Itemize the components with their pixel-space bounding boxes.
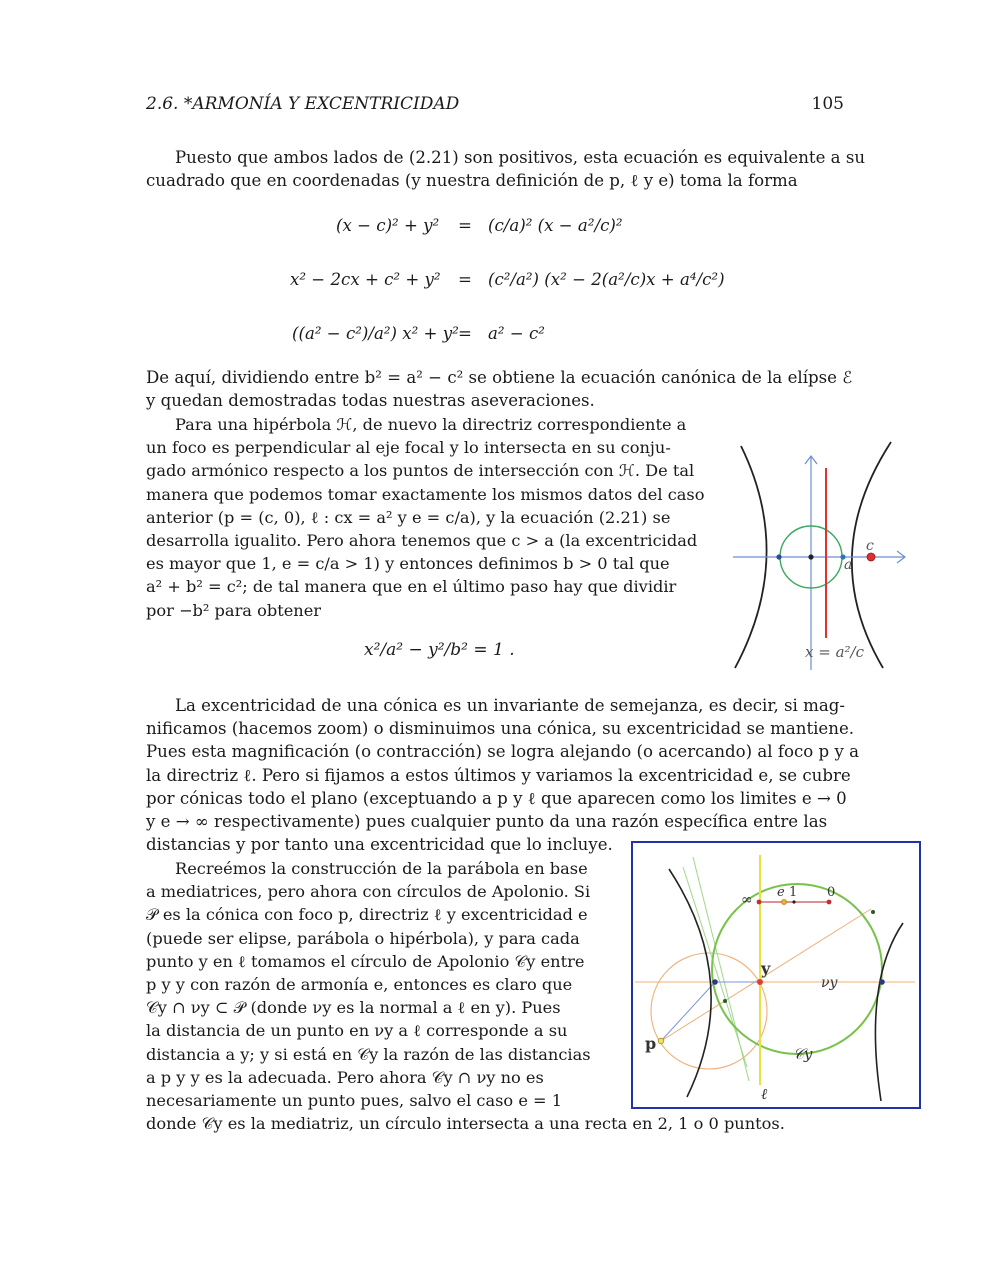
para5-line-8: la distancia de un punto en νy a ℓ corresponde a su xyxy=(146,1021,568,1041)
label-l: ℓ xyxy=(761,1085,768,1103)
para5-line-4: (puede ser elipse, parábola o hipérbola), y para cada xyxy=(146,928,580,948)
para3-line-2: un foco es perpendicular al eje focal y lo intersecta en su conju- xyxy=(146,438,671,458)
para3-line-9: por −b² para obtener xyxy=(146,600,322,620)
para2-line-1: De aquí, dividiendo entre b² = a² − c² se obtiene la ecuación canónica de la elípse ℰ xyxy=(146,368,853,387)
para1-line-2: cuadrado que en coordenadas (y nuestra definición de p, ℓ y e) toma la forma xyxy=(146,171,798,191)
para3-line-4: manera que podemos tomar exactamente los mismos datos del caso xyxy=(146,484,705,504)
vertex-left-point xyxy=(776,554,781,559)
paragraph-2 xyxy=(146,366,853,412)
small-point-2 xyxy=(871,910,875,914)
eq-row3-left: ((a² − c²)/a²) x² + y² xyxy=(292,324,459,343)
para5-line-9: distancia a y; y si está en 𝒞y la razón de las distancias xyxy=(146,1044,591,1064)
label-y: y xyxy=(761,959,771,978)
para4-line-4: la directriz ℓ. Pero si fijamos a estos últimos y variamos la excentricidad e, se cubre xyxy=(146,765,851,785)
eq-row2-left: x² − 2cx + c² + y² xyxy=(290,270,441,289)
point-zero xyxy=(827,900,832,905)
label-zero: 0 xyxy=(827,885,836,900)
hyperbola-figure xyxy=(725,438,915,674)
label-C: 𝒞y xyxy=(793,1045,813,1063)
label-e: e xyxy=(777,885,785,900)
label-infinity: ∞ xyxy=(741,892,753,908)
label-p: p xyxy=(645,1034,657,1053)
label-c: c xyxy=(866,538,874,554)
para5-line-6: p y y con razón de armonía e, entonces es claro que xyxy=(146,975,573,995)
para5-line-5: punto y en ℓ tomamos el círculo de Apolonio 𝒞y entre xyxy=(146,951,585,971)
eq-row3-sign: = xyxy=(458,324,472,343)
eq-row1-left: (x − c)² + y² xyxy=(336,216,440,235)
para3-line-1: Para una hipérbola ℋ, de nuevo la directriz correspondiente a xyxy=(175,415,687,434)
para3-line-8: a² + b² = c²; de tal manera que en el último paso hay que dividir xyxy=(146,577,677,597)
eq-row1-sign: = xyxy=(458,216,472,235)
eq-row2-right: (c²/a²) (x² − 2(a²/c)x + a⁴/c²) xyxy=(488,270,725,289)
para5-line-7: 𝒞y ∩ νy ⊂ 𝒫 (donde νy es la normal a ℓ en y). Pues xyxy=(146,998,561,1018)
label-a: a xyxy=(844,557,853,573)
point-infinity xyxy=(757,900,762,905)
para3-line-5: anterior (p = (c, 0), ℓ : cx = a² y e = c/a), y la ecuación (2.21) se xyxy=(146,507,671,527)
intersection-left-point xyxy=(712,979,718,985)
para4-line-5: por cónicas todo el plano (exceptuando a p y ℓ que aparecen como los limites e → 0 xyxy=(146,788,847,808)
paragraph-1 xyxy=(146,146,866,192)
point-e xyxy=(781,899,786,904)
para5-line-11: necesariamente un punto pues, salvo el caso e = 1 xyxy=(146,1091,563,1111)
label-directrix: x = a²/c xyxy=(805,643,864,661)
para3-line-6: desarrolla igualito. Pero ahora tenemos que c > a (la excentricidad xyxy=(146,531,698,551)
point-y xyxy=(757,979,763,985)
hyperbola-equation: x²/a² − y²/b² = 1 . xyxy=(364,640,515,660)
point-one xyxy=(792,900,795,903)
para5-line-2: a mediatrices, pero ahora con círculos de Apolonio. Si xyxy=(146,882,591,902)
section-title: 2.6. *ARMONÍA Y EXCENTRICIDAD xyxy=(146,94,460,114)
small-point-1 xyxy=(723,999,727,1003)
focus-p-point xyxy=(658,1038,664,1044)
para5-line-10: a p y y es la adecuada. Pero ahora 𝒞y ∩ νy no es xyxy=(146,1067,544,1087)
eq-row2-sign: = xyxy=(458,270,472,289)
label-one: 1 xyxy=(789,885,798,900)
page-number: 105 xyxy=(811,94,844,114)
eq-row1-right: (c/a)² (x − a²/c)² xyxy=(488,216,623,235)
center-point xyxy=(808,554,813,559)
para2-line-2: y quedan demostradas todas nuestras aseveraciones. xyxy=(146,391,595,411)
para3-line-7: es mayor que 1, e = c/a > 1) y entonces definimos b > 0 tal que xyxy=(146,554,670,574)
para1-line-1: Puesto que ambos lados de (2.21) son positivos, esta ecuación es equivalente a su xyxy=(175,148,866,167)
para5-line-3: 𝒫 es la cónica con foco p, directriz ℓ y excentricidad e xyxy=(146,905,588,925)
apollonius-figure xyxy=(631,841,921,1109)
para4-line-3: Pues esta magnificación (o contracción) se logra alejando (o acercando) al foco p y a xyxy=(146,742,859,762)
para3-line-3: gado armónico respecto a los puntos de intersección con ℋ. De tal xyxy=(146,461,695,481)
para4-line-7: distancias y por tanto una excentricidad que lo incluye. xyxy=(146,835,613,855)
para5-line-1: Recreémos la construcción de la parábola en base xyxy=(175,859,588,878)
paragraph-4 xyxy=(146,694,859,856)
intersection-right-point xyxy=(879,979,885,985)
running-header xyxy=(146,94,844,114)
label-nu: νy xyxy=(821,975,838,991)
paragraph-3 xyxy=(146,413,705,622)
para4-line-2: nificamos (hacemos zoom) o disminuimos una cónica, su excentricidad se mantiene. xyxy=(146,719,855,739)
para4-line-1: La excentricidad de una cónica es un invariante de semejanza, es decir, si mag- xyxy=(175,696,845,715)
focus-point xyxy=(867,553,875,561)
para5-line-12: donde 𝒞y es la mediatriz, un círculo intersecta a una recta en 2, 1 o 0 puntos. xyxy=(146,1114,785,1134)
eq-row3-right: a² − c² xyxy=(488,324,545,343)
para4-line-6: y e → ∞ respectivamente) pues cualquier punto da una razón específica entre las xyxy=(146,812,828,832)
